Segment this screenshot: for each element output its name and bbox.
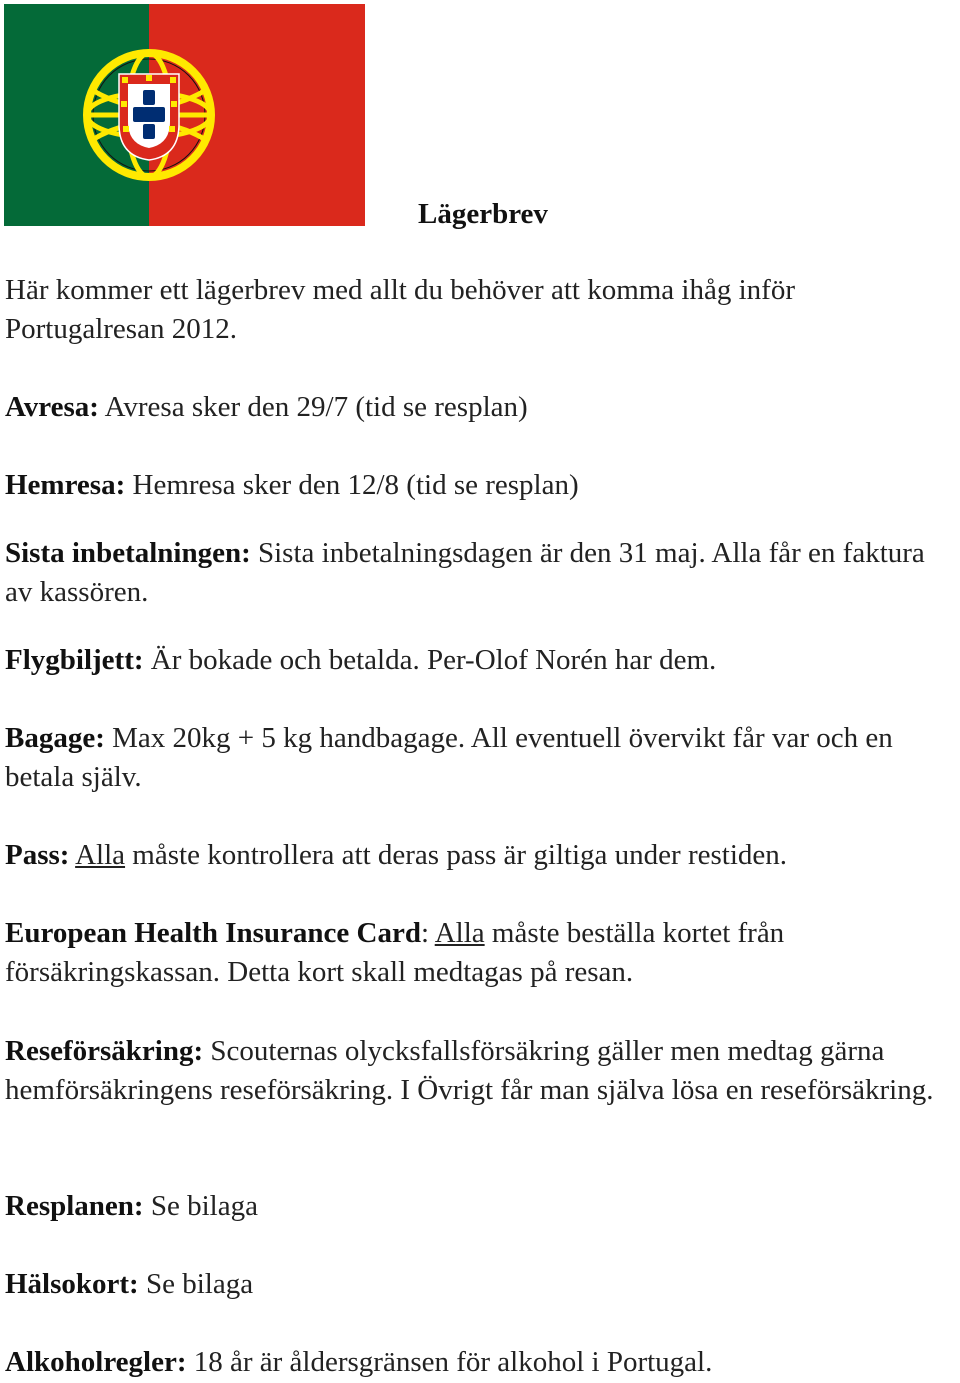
baggage-paragraph — [5, 719, 957, 797]
flight-ticket-text: Är bokade och betalda. Per-Olof Norén har dem. — [143, 644, 717, 676]
ehic-separator: : — [420, 917, 435, 949]
departure-label: Avresa: — [5, 391, 99, 423]
ehic-paragraph — [5, 914, 957, 992]
itinerary-paragraph — [5, 1187, 957, 1226]
document-title: Lägerbrev — [418, 198, 548, 230]
travel-insurance-text: Scouternas olycksfallsförsäkring gäller men medtag gärna hemförsäkringens reseförsäkring. I Övrigt får man själva lösa en reseförsäkring. — [5, 1035, 934, 1106]
health-card-text: Se bilaga — [138, 1268, 254, 1300]
alcohol-rules-label: Alkoholregler: — [5, 1346, 187, 1378]
flight-ticket-paragraph — [5, 641, 957, 680]
last-payment-label: Sista inbetalningen: — [5, 537, 251, 569]
health-card-paragraph — [5, 1265, 957, 1304]
baggage-label: Bagage: — [5, 722, 105, 754]
baggage-text: Max 20kg + 5 kg handbagage. All eventuell övervikt får var och en betala själv. — [5, 722, 893, 793]
alcohol-rules-paragraph — [5, 1343, 957, 1382]
shield-icon — [119, 74, 179, 160]
passport-text: måste kontrollera att deras pass är giltiga under restiden. — [125, 839, 787, 871]
portugal-flag-image — [4, 4, 365, 226]
passport-label: Pass: — [5, 839, 70, 871]
return-text: Hemresa sker den 12/8 (tid se resplan) — [125, 469, 579, 501]
return-label: Hemresa: — [5, 469, 126, 501]
alcohol-rules-text: 18 år är åldersgränsen för alkohol i Portugal. — [186, 1346, 713, 1378]
passport-paragraph — [5, 836, 957, 875]
intro-paragraph: Här kommer ett lägerbrev med allt du behöver att komma ihåg inför Portugalresan 2012. — [5, 274, 795, 345]
last-payment-paragraph — [5, 534, 957, 612]
departure-text: Avresa sker den 29/7 (tid se resplan) — [98, 391, 528, 423]
last-payment-text: Sista inbetalningsdagen är den 31 maj. Alla får en faktura av kassören. — [5, 537, 925, 608]
travel-insurance-paragraph — [5, 1032, 957, 1110]
itinerary-text: Se bilaga — [143, 1190, 258, 1222]
flight-ticket-label: Flygbiljett: — [5, 644, 144, 676]
passport-underlined-word: Alla — [75, 839, 126, 871]
ehic-text: måste beställa kortet från försäkringskassan. Detta kort skall medtagas på resan. — [5, 917, 785, 988]
departure-paragraph — [5, 388, 957, 427]
itinerary-label: Resplanen: — [5, 1190, 144, 1222]
travel-insurance-label: Reseförsäkring: — [5, 1035, 204, 1067]
ehic-label: European Health Insurance Card — [5, 917, 421, 949]
return-paragraph — [5, 466, 957, 505]
ehic-underlined-word: Alla — [434, 917, 485, 949]
health-card-label: Hälsokort: — [5, 1268, 139, 1300]
